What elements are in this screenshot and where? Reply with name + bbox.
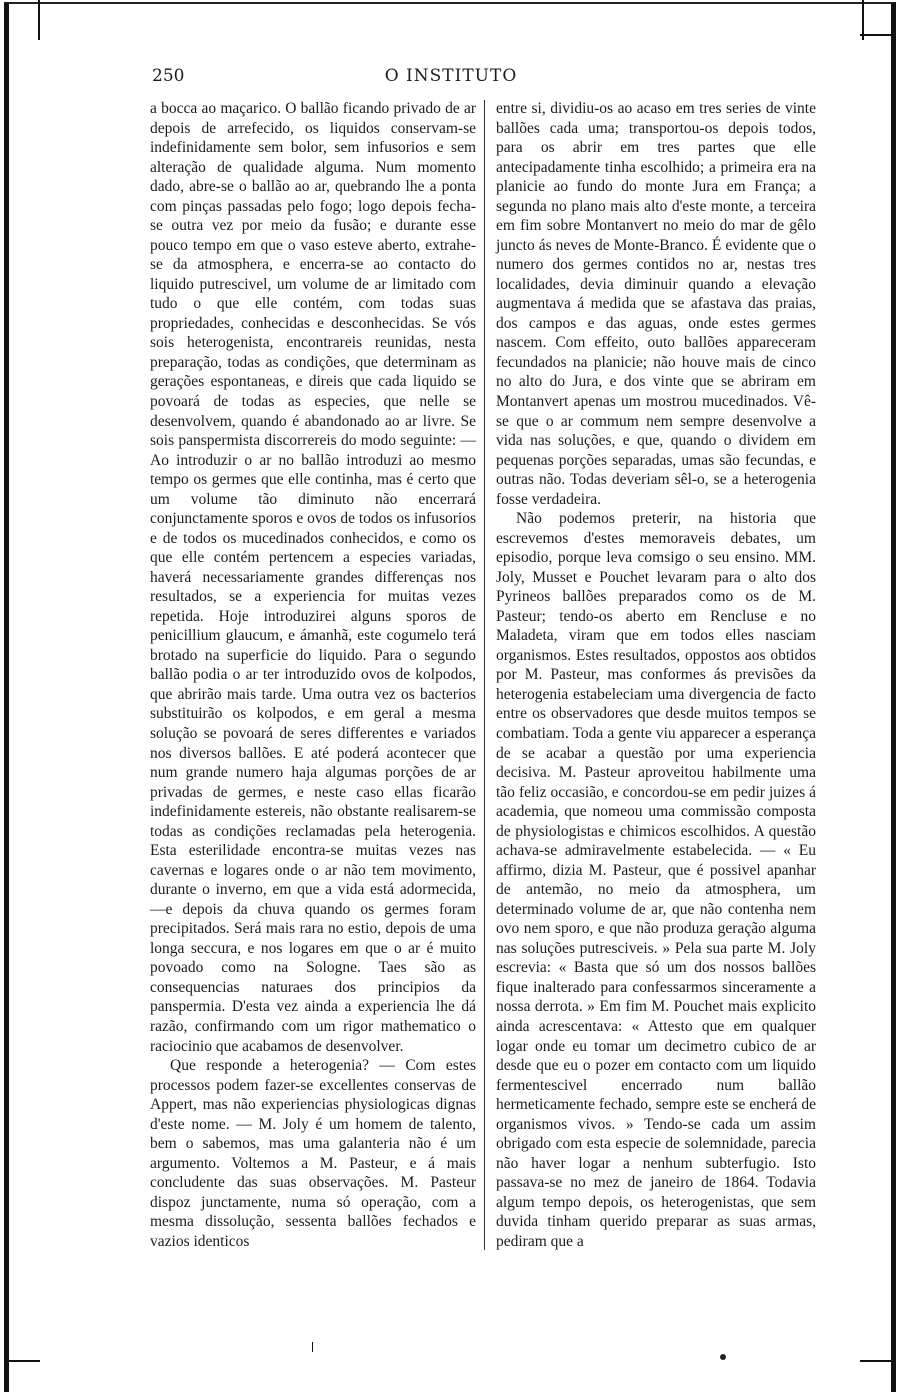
left-paragraph-1: a bocca ao maçarico. O ballão ficando privado de ar depois de arrefecido, os liquidos conservam-se indefinidamente sem bolor, sem infusorios e sem alteração de qualidade alguma. Num momento dado, abre-se o ballão ao ar, quebrando lhe a ponta com pinças passadas pelo fogo; logo depois fecha-se outra vez por meio da fusão; e durante esse pouco tempo em que o vaso esteve aberto, extrahe-se da atmosphera, e encerra-se ao contacto do liquido putrescivel, um volume de ar limitado com tudo o que elle contém, com todas suas propriedades, conhecidas e desconhecidas. Se vós sois heterogenista, encontrareis reunidas, nesta preparação, todas as condições, que determinam as gerações espontaneas, e direis que cada liquido se povoará de todas as especies, que nelle se desenvolvem, quando é abandonado ao ar livre. Se sois panspermista discorrereis do modo seguinte: — Ao introduzir o ar no ballão introduzi ao mesmo tempo os germes que elle continha, mas é certo que um volume tão diminuto não encerrará conjunctamente sporos e ovos de todos os infusorios e de todos os mucedinados conhecidos, e como os que elle contém pertencem a especies variadas, haverá necessariamente grandes differenças nos resultados, se a experiencia for muitas vezes repetida. Hoje introduzirei alguns sporos de penicillium glaucum, e ámanhã, este cogumelo terá brotado na superficie do liquido. Para o segundo ballão podia o ar ter introduzido ovos de kolpodos, que abrirão mais tarde. Uma outra vez os bacterios substituirão os kolpodos, e em geral a mesma solução se povoará de seres differentes e variados nos diversos ballões. E até poderá acontecer que num grande numero haja algumas porções de ar privadas de germes, e neste caso ellas ficarão indefinidamente estereis, não obstante realisarem-se todas as condições reclamadas pela heterogenia. Esta esterilidade encontra-se muitas vezes nas cavernas e logares onde o ar não tem movimento, durante o inverno, em que a vida está adormecida,—e depois da chuva quando os germes foram precipitados. Será mais rara no estio, depois de uma longa seccura, e nos logares em que o ar é muito povoado como na Sologne. Taes são as consequencias naturaes dos principios da panspermia. D'esta vez ainda a experiencia lhe dá razão, confirmando com um rigor mathematico o raciocinio que acabamos de desenvolver.: [150, 100, 476, 1055]
left-column: [150, 99, 476, 1251]
running-title: O INSTITUTO: [384, 66, 518, 86]
right-paragraph-1: entre si, dividiu-os ao acaso em tres series de vinte ballões cada uma; transportou-os depois todos, para os abrir em tres partes que elle antecipadamente tinha escolhido; a primeira era na planicie ao fundo do monte Jura em França; a segunda no plano mais alto d'este monte, a terceira em fim sobre Montanvert no meio do mar de gêlo juncto ás neves de Monte-Branco. É evidente que o numero dos germes contidos no ar, nestas tres localidades, devia diminuir quando a elevação augmentava á medida que se afastava das praias, dos campos e das aguas, onde estes germes nascem. Com effeito, outo ballões appareceram fecundados na planicie; não houve mais de cinco no alto do Jura, e dos vinte que se abriram em Montanvert apenas um mostrou mucedinados. Vê-se que o ar commum nem sempre desenvolve a vida nas soluções, e que, quando o dividem em pequenas porções separadas, umas são fecundas, e outras não. Todas deveriam sêl-o, se a heterogenia fosse verdadeira.: [496, 100, 816, 508]
page-number: 250: [152, 66, 185, 86]
right-column: [496, 99, 816, 1251]
ink-speck: [720, 1354, 726, 1360]
left-paragraph-2: Que responde a heterogenia? — Com estes processos podem fazer-se excellentes conservas de Appert, mas não experiencias physiologicas dignas d'este nome. — M. Joly é um homem de talento, bem o sabemos, mas uma galanteria não é um argumento. Voltemos a M. Pasteur, e á mais concludente das suas observações. M. Pasteur dispoz junctamente, numa só operação, com a mesma dissolução, sessenta ballões fechados e vazios identicos: [150, 1057, 476, 1250]
right-paragraph-2: Não podemos preterir, na historia que escrevemos d'estes memoraveis debates, um episodio, porque leva comsigo o seu ensino. MM. Joly, Musset e Pouchet levaram para o alto dos Pyrineos ballões preparados como os de M. Pasteur; tendo-os aberto em Rencluse e no Maladeta, viram que em todos elles nasciam organismos. Estes resultados, oppostos aos obtidos por M. Pasteur, mas conformes ás previsões da heterogenia estabeleciam uma divergencia de facto entre os observadores que desde muitos tempos se combatiam. Toda a gente viu apparecer a esperança de se acabar a questão por uma experiencia decisiva. M. Pasteur aproveitou habilmente uma tão feliz occasião, e concordou-se em pedir juizes á academia, que nomeou uma commissão composta de physiologistas e chimicos escolhidos. A questão achava-se admiravelmente estabelecida. — « Eu affirmo, dizia M. Pasteur, que é possivel apanhar de antemão, no meio da atmosphera, um determinado volume de ar, que não contenha nem ovo nem sporo, e que não produza geração alguma nas soluções putresciveis. » Pela sua parte M. Joly escrevia: « Basta que só um dos nossos ballões fique inalterado para confessarmos sinceramente a nossa derrota. » Em fim M. Pouchet mais explicito ainda acrescentava: « Attesto que em qualquer logar onde eu tomar um decimetro cubico de ar desde que eu o pozer em contacto com um liquido fermentescivel encerrado num ballão hermeticamente fechado, sempre este se encherá de organismos vivos. » Tendo-se cada um assim obrigado com esta especie de solemnidade, parecia não haver logar a nenhum subterfugio. Isto passava-se no mez de janeiro de 1864. Todavia algum tempo depois, os heterogenistas, que sem duvida tinham querido preparar as suas armas, pediram que a: [496, 510, 816, 1250]
ink-stroke: [312, 1342, 313, 1352]
column-divider: [484, 100, 485, 1250]
